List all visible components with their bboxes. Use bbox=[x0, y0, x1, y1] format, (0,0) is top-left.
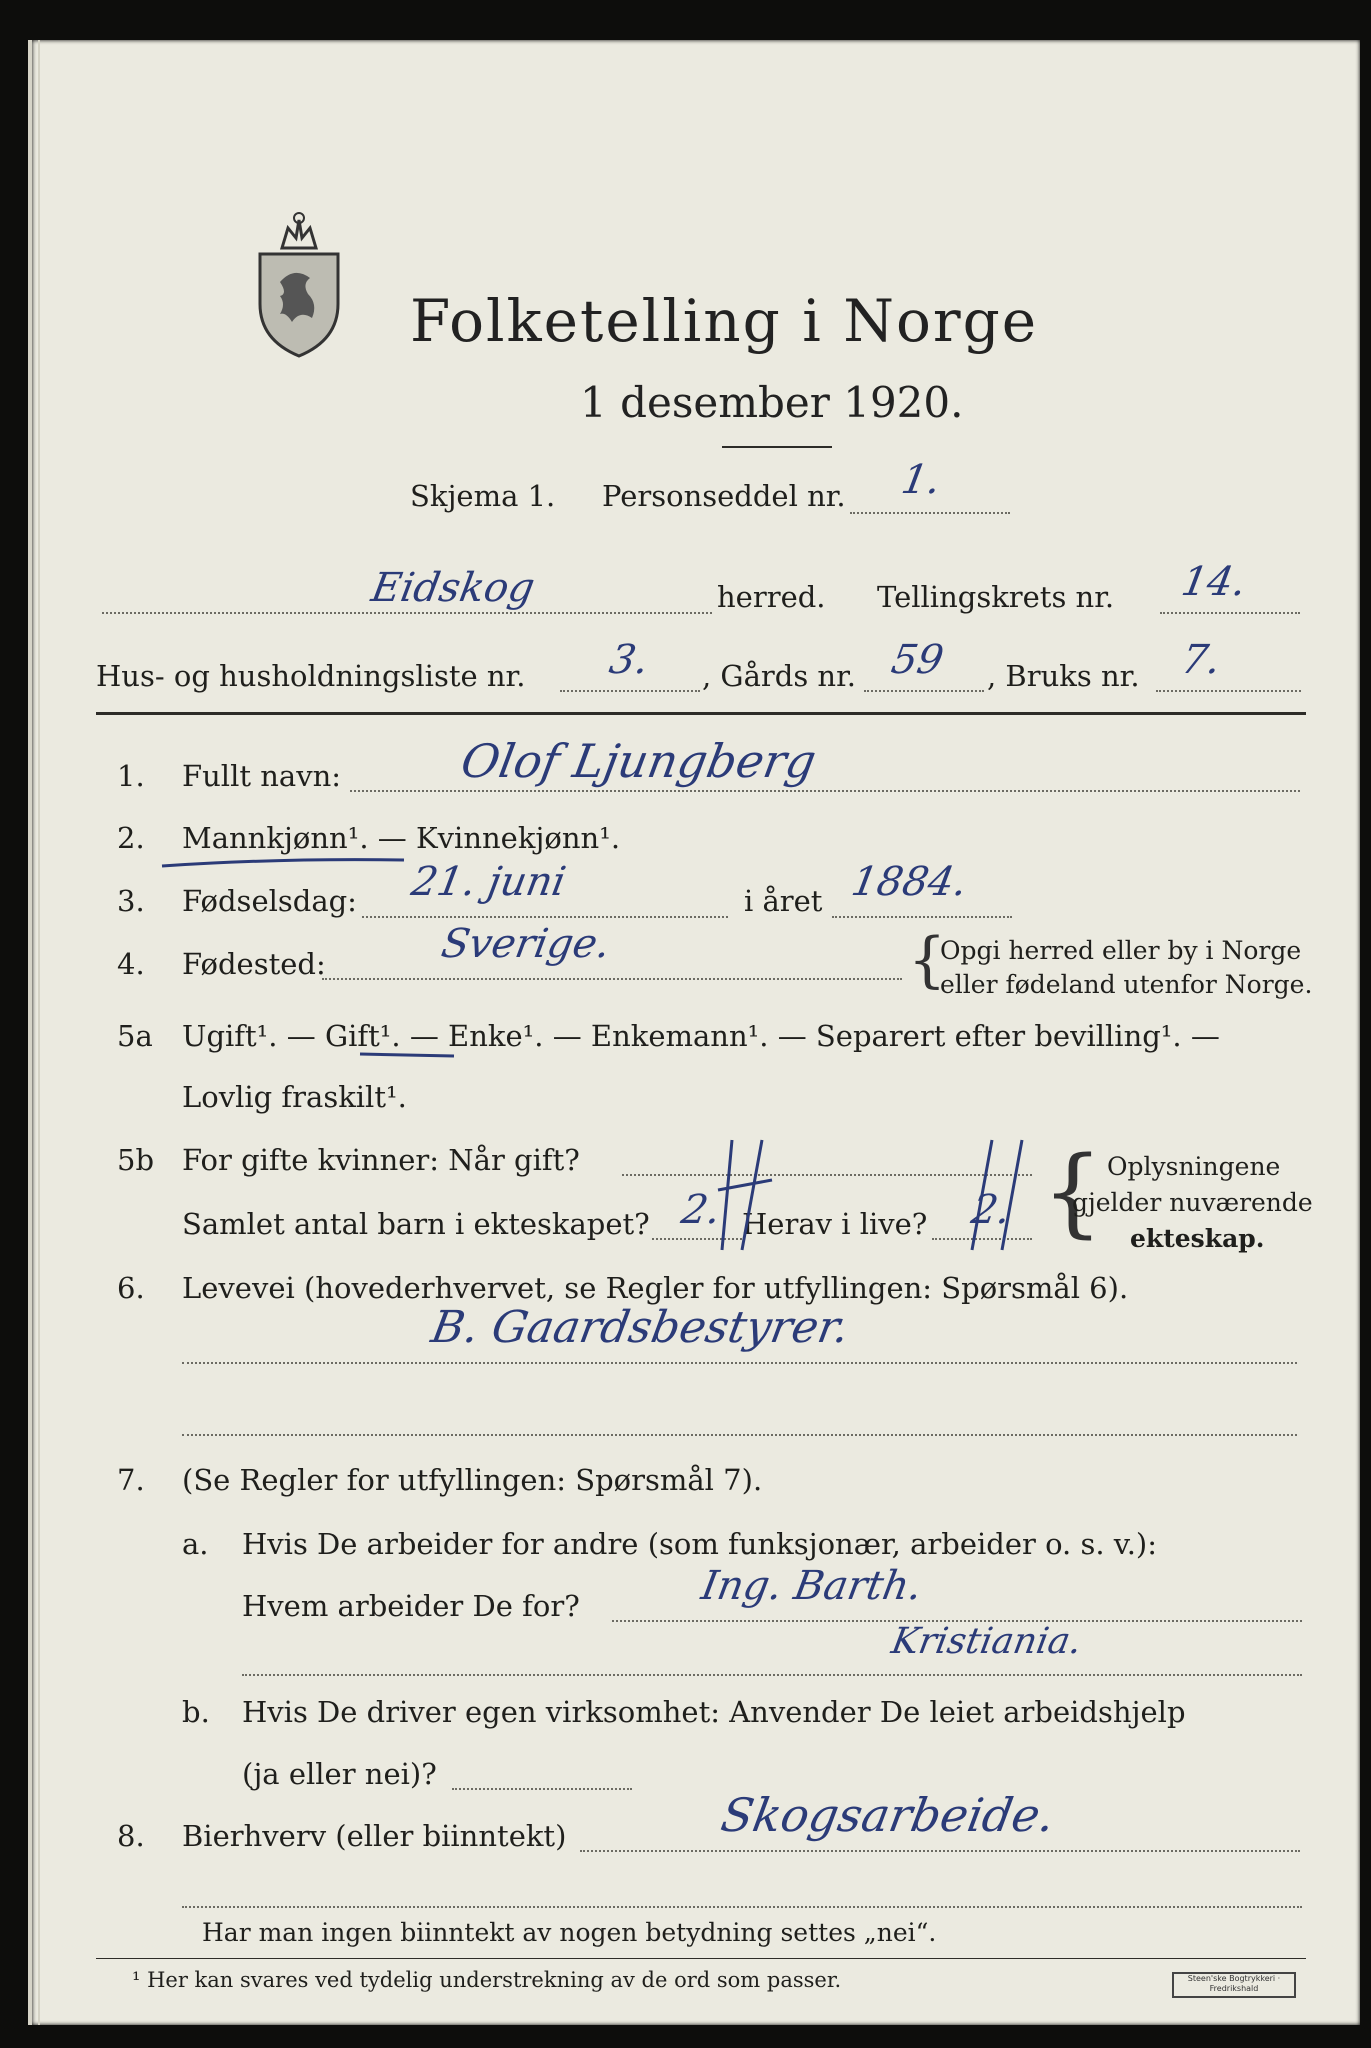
q5b-label-2: Samlet antal barn i ekteskapet? bbox=[182, 1207, 650, 1241]
q7a-value[interactable]: Ing. Barth. bbox=[697, 1563, 926, 1609]
printer-stamp-text: Steen'ske Bogtrykkeri · Fredrikshald bbox=[1187, 1974, 1281, 1993]
q7-label: (Se Regler for utfyllingen: Spørsmål 7). bbox=[182, 1463, 763, 1497]
q5b-number: 5b bbox=[117, 1143, 155, 1177]
q5b-note-1: Oplysningene bbox=[1107, 1152, 1281, 1181]
q5b-strike-marks bbox=[672, 1130, 1052, 1260]
q3-year-label: i året bbox=[744, 884, 823, 918]
q4-line bbox=[322, 978, 902, 980]
husholdningsliste-label: Hus- og husholdningsliste nr. bbox=[96, 659, 526, 693]
q5a-label-2: Lovlig fraskilt¹. bbox=[182, 1080, 407, 1114]
bruks-line bbox=[1156, 690, 1301, 692]
q7a-label: Hvis De arbeider for andre (som funksjonær, arbeider o. s. v.): bbox=[242, 1527, 1158, 1561]
gards-value[interactable]: 59 bbox=[887, 637, 947, 683]
q6-label: Levevei (hovederhvervet, se Regler for utfyllingen: Spørsmål 6). bbox=[182, 1271, 1129, 1305]
q3-line bbox=[362, 916, 728, 918]
q5b-note-3: ekteskap. bbox=[1130, 1224, 1265, 1253]
husholdningsliste-value[interactable]: 3. bbox=[605, 637, 653, 683]
q7a-letter: a. bbox=[182, 1527, 209, 1561]
printer-stamp bbox=[1172, 1972, 1296, 1998]
q4-note-line2: eller fødeland utenfor Norge. bbox=[940, 970, 1313, 999]
q5b-alive-value[interactable]: 2. bbox=[967, 1187, 1015, 1233]
q6-line-1 bbox=[182, 1362, 1297, 1364]
form-title: Folketelling i Norge bbox=[410, 287, 1039, 355]
personseddel-line bbox=[850, 512, 1010, 514]
q2-underline-mark bbox=[160, 852, 410, 872]
bruks-value[interactable]: 7. bbox=[1177, 637, 1225, 683]
q7-number: 7. bbox=[117, 1463, 145, 1497]
q6-number: 6. bbox=[117, 1271, 145, 1305]
q6-value[interactable]: B. Gaardsbestyrer. bbox=[427, 1302, 853, 1353]
footer-rule bbox=[96, 1958, 1306, 1959]
q8-line-1 bbox=[580, 1850, 1300, 1852]
bruks-label: , Bruks nr. bbox=[987, 659, 1140, 693]
q2-label: Mannkjønn¹. — Kvinnekjønn¹. bbox=[182, 821, 621, 855]
q3-number: 3. bbox=[117, 884, 145, 918]
q4-label: Fødested: bbox=[182, 947, 326, 981]
q7b-line bbox=[452, 1788, 632, 1790]
census-form-page bbox=[28, 40, 1360, 2025]
herred-value[interactable]: Eidskog bbox=[367, 565, 539, 611]
q5b-brace: { bbox=[1042, 1136, 1104, 1248]
q5b-children-value[interactable]: 2. bbox=[677, 1187, 725, 1233]
q5a-gift-underline bbox=[358, 1048, 458, 1062]
norway-coat-of-arms-icon bbox=[244, 210, 354, 360]
q7b-letter: b. bbox=[182, 1695, 210, 1729]
footer-note: Har man ingen biinntekt av nogen betydning settes „nei“. bbox=[202, 1918, 937, 1947]
q4-number: 4. bbox=[117, 947, 145, 981]
q4-note-line1: Opgi herred eller by i Norge bbox=[940, 936, 1302, 965]
q3-year-line bbox=[832, 916, 1012, 918]
q7a-line-2 bbox=[242, 1674, 1302, 1676]
husholdningsliste-line bbox=[560, 690, 700, 692]
q5b-note-2: gjelder nuværende bbox=[1072, 1188, 1313, 1217]
q6-line-2 bbox=[182, 1434, 1297, 1436]
personseddel-value[interactable]: 1. bbox=[897, 457, 945, 503]
q5b-label-3: Herav i live? bbox=[742, 1207, 928, 1241]
q7b-label-2: (ja eller nei)? bbox=[242, 1757, 437, 1791]
tellingskrets-line bbox=[1160, 612, 1300, 614]
q1-value[interactable]: Olof Ljungberg bbox=[457, 734, 821, 788]
q8-line-2 bbox=[182, 1906, 1302, 1908]
tellingskrets-value[interactable]: 14. bbox=[1177, 559, 1250, 605]
q8-label: Bierhverv (eller biinntekt) bbox=[182, 1819, 567, 1853]
q3-year-value[interactable]: 1884. bbox=[847, 859, 971, 905]
q5b-label: For gifte kvinner: Når gift? bbox=[182, 1143, 580, 1177]
title-divider bbox=[722, 446, 832, 448]
q1-line bbox=[350, 790, 1300, 792]
q2-number: 2. bbox=[117, 821, 145, 855]
herred-line bbox=[102, 612, 712, 614]
q8-number: 8. bbox=[117, 1819, 145, 1853]
gards-label: , Gårds nr. bbox=[702, 659, 856, 693]
q5a-number: 5a bbox=[117, 1019, 153, 1053]
q5a-label: Ugift¹. — Gift¹. — Enke¹. — Enkemann¹. — Separert efter bevilling¹. — bbox=[182, 1019, 1220, 1053]
q4-value[interactable]: Sverige. bbox=[437, 921, 614, 967]
q3-value[interactable]: 21. juni bbox=[407, 859, 570, 905]
q7a-value-2[interactable]: Kristiania. bbox=[888, 1621, 1085, 1662]
q4-brace: { bbox=[908, 925, 947, 995]
q1-label: Fullt navn: bbox=[182, 759, 342, 793]
q7b-label: Hvis De driver egen virksomhet: Anvender De leiet arbeidshjelp bbox=[242, 1695, 1186, 1729]
footnote: ¹ Her kan svares ved tydelig understrekning av de ord som passer. bbox=[132, 1968, 842, 1992]
gards-line bbox=[864, 690, 984, 692]
personseddel-label: Personseddel nr. bbox=[602, 479, 846, 513]
tellingskrets-label: Tellingskrets nr. bbox=[877, 580, 1115, 614]
header-rule bbox=[96, 712, 1306, 715]
skjema-label: Skjema 1. bbox=[410, 479, 556, 513]
q3-label: Fødselsdag: bbox=[182, 884, 357, 918]
q1-number: 1. bbox=[117, 759, 145, 793]
census-date: 1 desember 1920. bbox=[580, 378, 964, 427]
q8-value[interactable]: Skogsarbeide. bbox=[717, 1788, 1059, 1842]
herred-label: herred. bbox=[717, 580, 826, 614]
q7a-label-2: Hvem arbeider De for? bbox=[242, 1589, 580, 1623]
